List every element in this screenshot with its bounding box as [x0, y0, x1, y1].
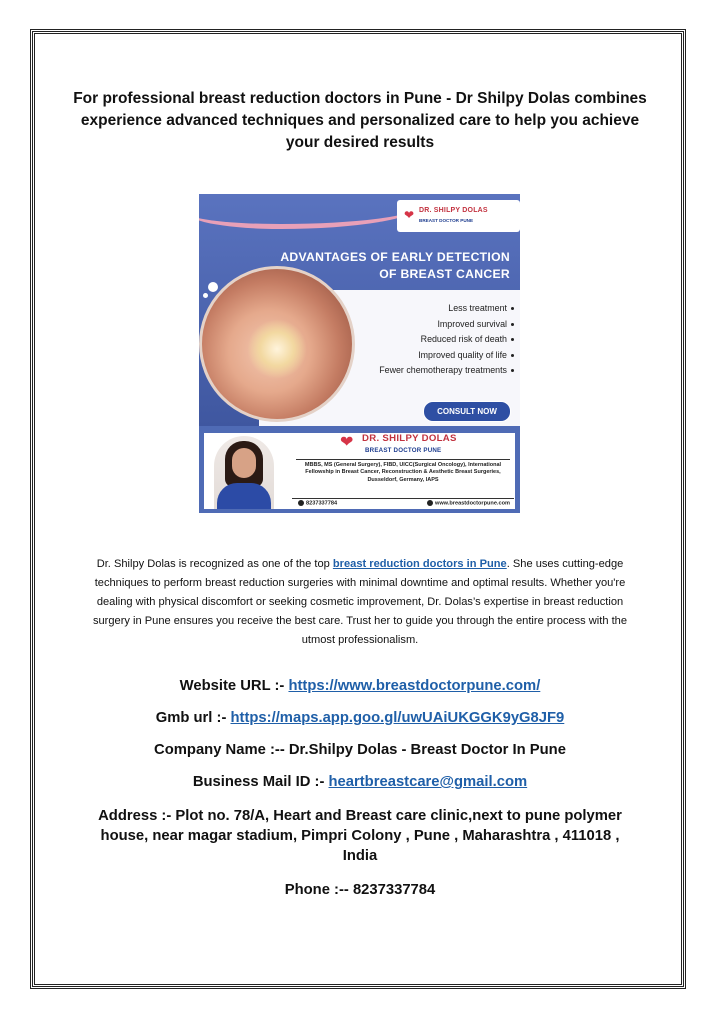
mail-link[interactable]: heartbreastcare@gmail.com: [328, 774, 528, 790]
breast-illustration-image: [199, 266, 355, 422]
heart-logo-icon: ❤: [404, 208, 415, 222]
address: Address :- Plot no. 78/A, Heart and Breast care clinic,next to pune polymer house, near magar stadium, Pimpri Colony , Pune , Maharashtra , 411018 , India: [98, 808, 622, 864]
poster-title-line-1: ADVANTAGES OF EARLY DETECTION: [280, 250, 510, 264]
poster-title-line-2: OF BREAST CANCER: [379, 267, 510, 281]
gmb-line: Gmb url :- https://maps.app.goo.gl/uwUAiUKGGK9yG8JF9: [155, 710, 565, 726]
doctor-website: www.breastdoctorpune.com: [434, 500, 510, 507]
benefit-item: Less treatment: [379, 301, 514, 317]
heart-logo-icon: ❤: [340, 434, 354, 451]
doctor-photo: [214, 436, 274, 509]
doctor-contact: [292, 498, 514, 508]
doctor-name: DR. SHILPY DOLAS: [362, 433, 457, 444]
doctor-subtitle: BREAST DOCTOR PUNE: [365, 447, 442, 454]
phone-icon: [298, 500, 304, 506]
website-line: Website URL :- https://www.breastdoctorpune.com/: [179, 678, 541, 694]
logo-name: DR. SHILPY DOLAS: [419, 207, 488, 214]
decorative-dot: [208, 282, 218, 292]
intro-paragraph: Dr. Shilpy Dolas is recognized as one of the top breast reduction doctors in Pune. She uses cutting-edge techniques to perform breast reduction surgeries with minimal downtime and optimal results. Whether you're dealing with physical discomfort or seeking cosmetic improvement, Dr. Dolas’s expertise in breast reduction surgery in Pune ensures you receive the best care. Trust her to guide you through the entire process with the utmost professionalism.: [92, 558, 628, 646]
phone-line: Phone :-- 8237337784: [284, 882, 436, 898]
mail-line: Business Mail ID :- heartbreastcare@gmail.com: [192, 774, 528, 790]
page-heading: For professional breast reduction doctors in Pune - Dr Shilpy Dolas combines experience advanced techniques and personalized care to help you achieve your desired results: [73, 90, 647, 151]
website-link[interactable]: https://www.breastdoctorpune.com/: [288, 678, 541, 694]
benefits-list: [379, 301, 514, 379]
benefit-item: Fewer chemotherapy treatments: [379, 363, 514, 379]
doctor-card: [204, 433, 515, 509]
divider: [296, 459, 510, 460]
decorative-dot: [203, 293, 208, 298]
promo-poster: [199, 194, 520, 513]
company-name: Company Name :-- Dr.Shilpy Dolas - Breast Doctor In Pune: [154, 742, 566, 758]
doctor-phone: 8237337784: [306, 500, 338, 507]
poster-logo: [397, 200, 520, 232]
logo-subtitle: BREAST DOCTOR PUNE: [419, 218, 474, 223]
consult-now-button: CONSULT NOW: [423, 401, 511, 422]
doctor-credentials: MBBS, MS (General Surgery), FIBD, UICC(Surgical Oncology), International Fellowship in Breast Cancer, Reconstruction & Aesthetic Breast Surgeries, Dusseldorf, Germany, IAPS: [304, 462, 502, 483]
benefit-item: Improved quality of life: [379, 348, 514, 364]
benefit-item: Improved survival: [379, 317, 514, 333]
benefit-item: Reduced risk of death: [379, 332, 514, 348]
globe-icon: [427, 500, 433, 506]
breast-reduction-link[interactable]: breast reduction doctors in Pune: [332, 558, 507, 570]
gmb-link[interactable]: https://maps.app.goo.gl/uwUAiUKGGK9yG8JF9: [230, 710, 565, 726]
